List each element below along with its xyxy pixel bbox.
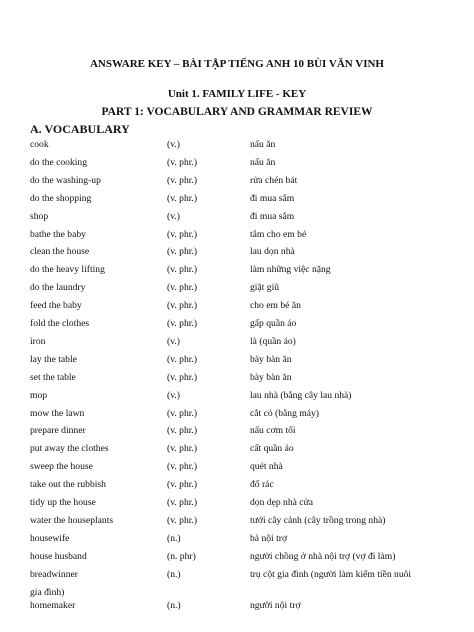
vocab-meaning: đổ rác <box>250 479 274 491</box>
vocab-word: homemaker <box>30 599 76 611</box>
vocab-part-of-speech: (v. phr.) <box>167 514 198 526</box>
document-title: ANSWARE KEY – BÀI TẬP TIẾNG ANH 10 BÙI VĂN VINH <box>89 58 384 70</box>
vocab-meaning: nấu cơm tối <box>250 425 296 437</box>
unit-heading: Unit 1. FAMILY LIFE - KEY <box>167 88 307 100</box>
vocab-meaning: cất quần áo <box>250 443 294 455</box>
vocab-meaning: rửa chén bát <box>250 174 298 186</box>
vocab-meaning: tắm cho em bé <box>250 228 307 240</box>
vocab-part-of-speech: (v. phr.) <box>167 407 198 419</box>
vocab-meaning: quét nhà <box>250 461 283 473</box>
vocab-word: water the houseplants <box>30 514 114 526</box>
vocab-part-of-speech: (n.) <box>167 532 181 544</box>
vocab-word: set the table <box>30 371 76 383</box>
vocab-meaning: dọn dẹp nhà cửa <box>250 497 314 508</box>
vocab-meaning: người chồng ở nhà nội trợ (vợ đi làm) <box>250 550 396 562</box>
vocab-word: shop <box>30 210 49 222</box>
vocab-word: tidy up the house <box>30 497 96 508</box>
vocab-word: fold the clothes <box>30 318 90 329</box>
part-heading: PART 1: VOCABULARY AND GRAMMAR REVIEW <box>101 106 373 118</box>
vocab-meaning: giặt giũ <box>250 282 280 294</box>
vocab-word: breadwinner gia đình) <box>30 568 78 598</box>
vocab-part-of-speech: (v.) <box>167 210 180 222</box>
vocab-meaning: nấu ăn <box>250 156 276 168</box>
vocab-word: take out the rubbish <box>30 479 106 491</box>
section-heading: A. VOCABULARY <box>30 122 130 136</box>
vocab-meaning: cắt cỏ (bằng máy) <box>250 407 319 419</box>
vocab-word: mop <box>30 389 48 401</box>
vocab-part-of-speech: (v. phr.) <box>167 443 198 455</box>
vocab-part-of-speech: (v.) <box>167 335 180 347</box>
vocab-word: bathe the baby <box>30 228 86 240</box>
vocab-word: do the shopping <box>30 192 92 204</box>
vocab-part-of-speech: (n. phr) <box>167 550 196 562</box>
vocab-part-of-speech: (v. phr.) <box>167 246 198 258</box>
vocab-part-of-speech: (v. phr.) <box>167 156 198 168</box>
vocab-meaning: đi mua sắm <box>250 192 295 204</box>
vocab-word: do the washing-up <box>30 174 101 186</box>
vocab-part-of-speech: (v. phr.) <box>167 318 198 329</box>
vocab-part-of-speech: (v. phr.) <box>167 371 198 383</box>
vocab-meaning: lau dọn nhà <box>250 246 295 258</box>
vocab-meaning: đi mua sắm <box>250 210 295 222</box>
vocab-meaning: gấp quần áo <box>250 318 297 329</box>
vocab-meaning: bày bàn ăn <box>250 353 292 365</box>
vocab-word: housewife <box>30 532 70 544</box>
vocab-word: lay the table <box>30 353 77 365</box>
vocab-word: mow the lawn <box>30 407 85 419</box>
vocab-part-of-speech: (v. phr.) <box>167 264 198 276</box>
vocab-meaning: người nội trợ <box>250 599 301 611</box>
vocab-word: iron <box>30 335 46 347</box>
vocab-part-of-speech: (n.) <box>167 568 181 580</box>
vocab-word: sweep the house <box>30 461 93 473</box>
vocab-word: feed the baby <box>30 300 82 312</box>
vocab-meaning: lau nhà (bằng cây lau nhà) <box>250 389 352 401</box>
vocab-word: prepare dinner <box>30 425 86 437</box>
vocab-part-of-speech: (v. phr.) <box>167 282 198 294</box>
vocab-part-of-speech: (v. phr.) <box>167 192 198 204</box>
vocab-part-of-speech: (v. phr.) <box>167 497 198 508</box>
vocab-meaning: bà nội trợ <box>250 532 288 544</box>
vocab-word: do the laundry <box>30 282 86 294</box>
vocab-meaning: tưới cây cảnh (cây trồng trong nhà) <box>250 514 386 526</box>
vocab-part-of-speech: (v. phr.) <box>167 228 198 240</box>
vocab-part-of-speech: (v. phr.) <box>167 479 198 491</box>
vocab-part-of-speech: (n.) <box>167 599 181 611</box>
vocab-meaning: là (quần áo) <box>250 335 296 347</box>
vocab-part-of-speech: (v. phr.) <box>167 353 198 365</box>
vocab-meaning: làm những việc nặng <box>250 264 331 276</box>
vocab-word: house husband <box>30 550 87 562</box>
vocab-word: clean the house <box>30 246 90 258</box>
vocab-part-of-speech: (v. phr.) <box>167 300 198 312</box>
vocab-part-of-speech: (v. phr.) <box>167 461 198 473</box>
vocab-word: put away the clothes <box>30 443 109 455</box>
vocab-word: do the cooking <box>30 156 88 168</box>
vocab-word: do the heavy lifting <box>30 264 105 276</box>
vocab-meaning: bày bàn ăn <box>250 371 292 383</box>
vocab-part-of-speech: (v.) <box>167 139 180 150</box>
vocab-meaning: nấu ăn <box>250 139 276 150</box>
vocab-meaning: trụ cột gia đình (người làm kiếm tiền nuôi <box>250 568 412 580</box>
vocab-part-of-speech: (v. phr.) <box>167 174 198 186</box>
vocab-meaning: cho em bé ăn <box>250 300 301 312</box>
vocab-part-of-speech: (v. phr.) <box>167 425 198 437</box>
vocab-word: cook <box>30 139 49 150</box>
vocab-part-of-speech: (v.) <box>167 389 180 401</box>
